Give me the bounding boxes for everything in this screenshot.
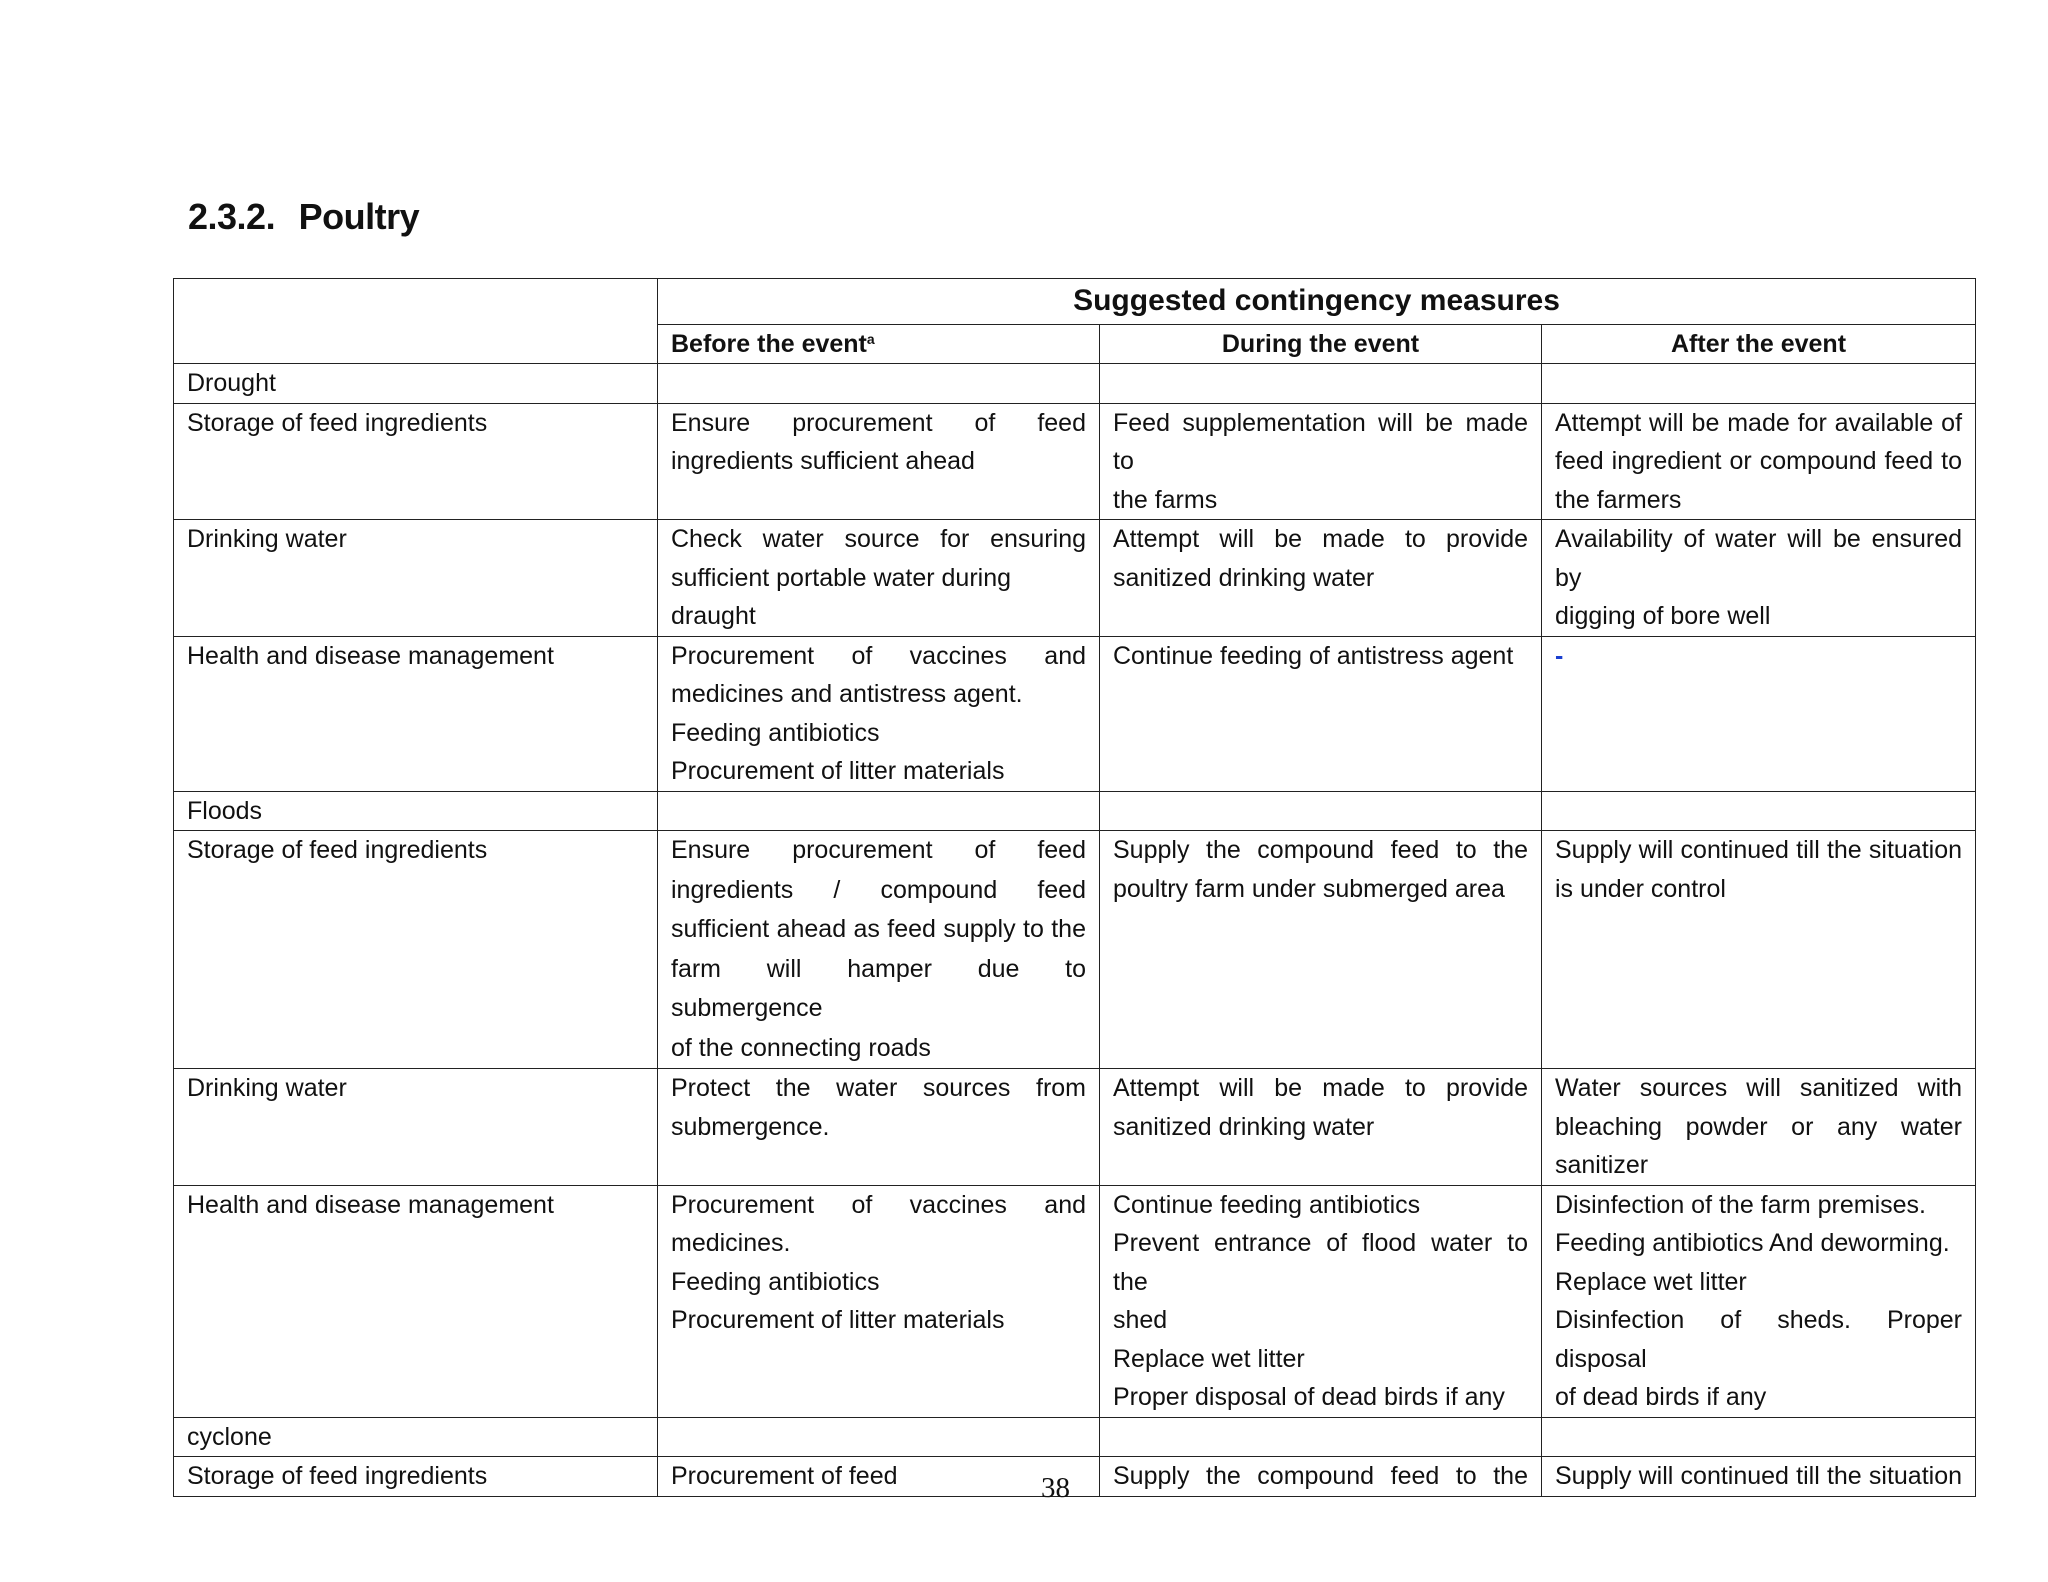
before-cell: Procurement of vaccines and medicines and antistress agent. Feeding antibiotics Procurement of litter materials xyxy=(658,636,1100,791)
event-label: Floods xyxy=(174,791,658,831)
event-row-cyclone xyxy=(174,1417,1976,1457)
row-label: Storage of feed ingredients xyxy=(174,403,658,520)
after-cell: Supply will continued till the situation is under control xyxy=(1542,831,1976,1069)
table-row xyxy=(174,1185,1976,1417)
row-label: Storage of feed ingredients xyxy=(174,1457,658,1497)
during-cell: Supply the compound feed to the xyxy=(1100,1457,1542,1497)
row-label: Drinking water xyxy=(174,1069,658,1186)
event-row-drought xyxy=(174,364,1976,404)
empty-cell xyxy=(658,364,1100,404)
empty-cell xyxy=(1542,1417,1976,1457)
row-label: Storage of feed ingredients xyxy=(174,831,658,1069)
before-cell: Protect the water sources from submergence. xyxy=(658,1069,1100,1186)
before-cell: Procurement of vaccines and medicines. Feeding antibiotics Procurement of litter materials xyxy=(658,1185,1100,1417)
table-row xyxy=(174,636,1976,791)
before-cell: Check water source for ensuring sufficient portable water during draught xyxy=(658,520,1100,637)
section-number: 2.3.2. xyxy=(188,196,276,237)
row-label: Drinking water xyxy=(174,520,658,637)
empty-cell xyxy=(1542,364,1976,404)
during-cell: Continue feeding antibiotics Prevent entrance of flood water to the shed Replace wet litter Proper disposal of dead birds if any xyxy=(1100,1185,1542,1417)
page-number: 38 xyxy=(1041,1472,1070,1504)
before-cell: Ensure procurement of feed ingredients / compound feed sufficient ahead as feed supply to the farm will hamper due to submergence of the connecting roads xyxy=(658,831,1100,1069)
after-cell: Water sources will sanitized with bleaching powder or any water sanitizer xyxy=(1542,1069,1976,1186)
header-corner-cell xyxy=(174,279,658,364)
after-cell: Attempt will be made for available of feed ingredient or compound feed to the farmers xyxy=(1542,403,1976,520)
table-row xyxy=(174,1457,1976,1497)
table-row xyxy=(174,1069,1976,1186)
before-cell: Ensure procurement of feed ingredients sufficient ahead xyxy=(658,403,1100,520)
during-cell: Feed supplementation will be made to the farms xyxy=(1100,403,1542,520)
empty-dash: - xyxy=(1555,641,1564,670)
event-row-floods xyxy=(174,791,1976,831)
contingency-measures-table xyxy=(173,278,1976,1497)
table-row xyxy=(174,520,1976,637)
group-header: Suggested contingency measures xyxy=(658,279,1976,325)
during-cell: Supply the compound feed to the poultry farm under submerged area xyxy=(1100,831,1542,1069)
event-label: cyclone xyxy=(174,1417,658,1457)
after-cell: Supply will continued till the situation xyxy=(1542,1457,1976,1497)
row-label: Health and disease management xyxy=(174,636,658,791)
before-cell: Procurement of feed xyxy=(658,1457,1100,1497)
table-row xyxy=(174,403,1976,520)
after-cell: Availability of water will be ensured by digging of bore well xyxy=(1542,520,1976,637)
empty-cell xyxy=(1100,1417,1542,1457)
during-cell: Continue feeding of antistress agent xyxy=(1100,636,1542,791)
after-cell: Disinfection of the farm premises. Feeding antibiotics And deworming. Replace wet litter Disinfection of sheds. Proper disposal of dead birds if any xyxy=(1542,1185,1976,1417)
column-header-before: Before the event$^a$ xyxy=(658,325,1100,364)
during-cell: Attempt will be made to provide sanitized drinking water xyxy=(1100,1069,1542,1186)
empty-cell xyxy=(1542,791,1976,831)
empty-cell xyxy=(1100,791,1542,831)
after-cell xyxy=(1542,636,1976,791)
table-row xyxy=(174,831,1976,1069)
empty-cell xyxy=(658,1417,1100,1457)
column-header-during: During the event xyxy=(1100,325,1542,364)
column-header-after: After the event xyxy=(1542,325,1976,364)
row-label: Health and disease management xyxy=(174,1185,658,1417)
empty-cell xyxy=(1100,364,1542,404)
event-label: Drought xyxy=(174,364,658,404)
during-cell: Attempt will be made to provide sanitized drinking water xyxy=(1100,520,1542,637)
empty-cell xyxy=(658,791,1100,831)
section-title: Poultry xyxy=(298,196,420,237)
table-header-row xyxy=(174,279,1976,325)
section-heading xyxy=(188,196,419,238)
